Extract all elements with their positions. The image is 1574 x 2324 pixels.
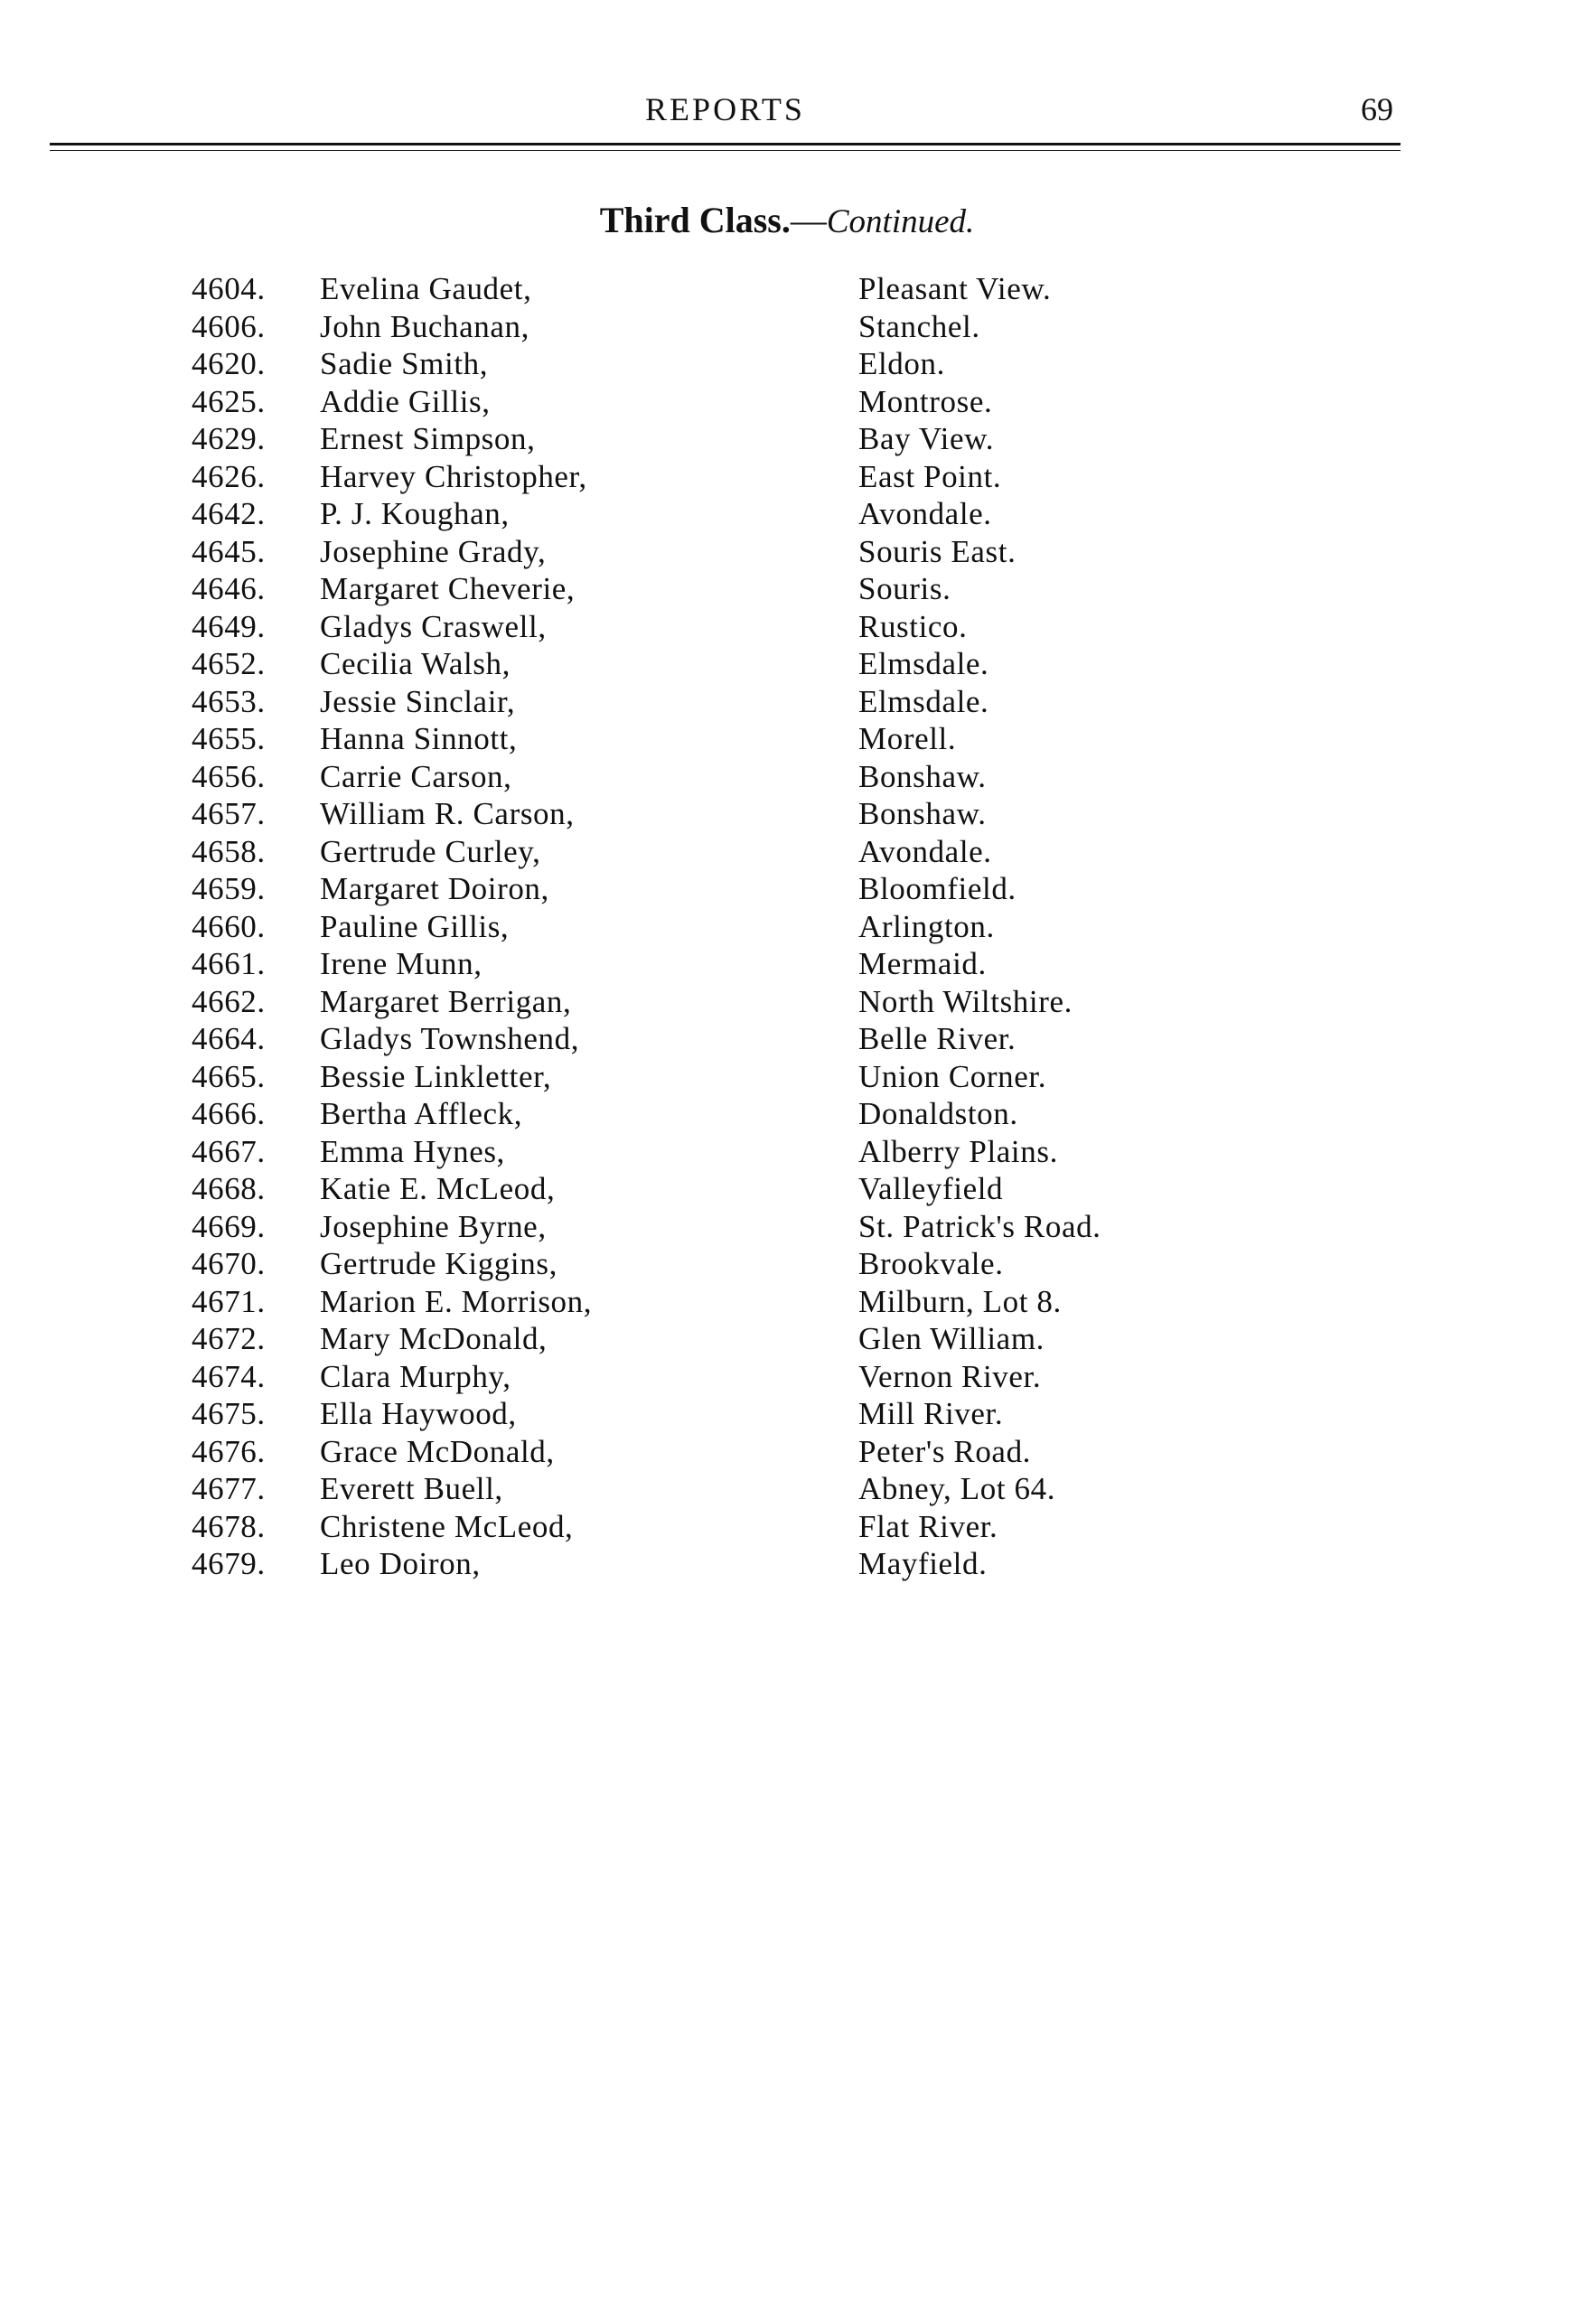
list-item — [0, 1283, 1574, 1321]
list-item — [0, 720, 1574, 758]
entry-place: Souris. — [858, 571, 951, 606]
section-title: Third Class. — [599, 200, 791, 240]
entry-name: Leo Doiron, — [320, 1546, 481, 1581]
entry-name: Gertrude Curley, — [320, 833, 541, 869]
running-title: REPORTS — [645, 91, 805, 127]
entry-name: Grace McDonald, — [320, 1433, 555, 1469]
entry-name: Emma Hynes, — [320, 1133, 505, 1169]
entry-number: 4675. — [192, 1396, 266, 1431]
list-item — [0, 683, 1574, 721]
entry-list — [0, 270, 1574, 1583]
list-item — [0, 1170, 1574, 1208]
entry-name: Christene McLeod, — [320, 1508, 574, 1544]
entry-number: 4604. — [192, 271, 266, 306]
entry-name: Carrie Carson, — [320, 758, 512, 794]
entry-number: 4645. — [192, 533, 266, 569]
header-rule-thick — [50, 143, 1401, 145]
entry-number: 4662. — [192, 983, 266, 1019]
entry-number: 4606. — [192, 308, 266, 344]
entry-number: 4646. — [192, 571, 266, 606]
list-item — [0, 645, 1574, 683]
entry-place: Souris East. — [858, 533, 1017, 569]
entry-name: Sadie Smith, — [320, 346, 489, 381]
entry-place: Alberry Plains. — [858, 1133, 1058, 1169]
list-item — [0, 1095, 1574, 1133]
entry-place: Valleyfield — [858, 1171, 1004, 1206]
entry-number: 4667. — [192, 1133, 266, 1169]
entry-number: 4649. — [192, 608, 266, 644]
entry-place: Arlington. — [858, 908, 995, 944]
entry-number: 4664. — [192, 1021, 266, 1056]
entry-number: 4642. — [192, 496, 266, 531]
entry-number: 4629. — [192, 421, 266, 456]
entry-name: Everett Buell, — [320, 1471, 503, 1506]
entry-place: Elmsdale. — [858, 683, 989, 719]
entry-place: Stanchel. — [858, 308, 980, 344]
entry-place: Rustico. — [858, 608, 968, 644]
list-item — [0, 1395, 1574, 1433]
list-item — [0, 1358, 1574, 1396]
list-item — [0, 1133, 1574, 1171]
entry-name: Margaret Cheverie, — [320, 571, 576, 606]
entry-place: Abney, Lot 64. — [858, 1471, 1056, 1506]
entry-place: Flat River. — [858, 1508, 998, 1544]
entry-place: Mermaid. — [858, 946, 987, 981]
list-item — [0, 420, 1574, 458]
list-item — [0, 1470, 1574, 1508]
entry-name: P. J. Koughan, — [320, 496, 510, 531]
entry-place: Glen William. — [858, 1321, 1045, 1356]
entry-name: Harvey Christopher, — [320, 458, 587, 494]
entry-number: 4674. — [192, 1358, 266, 1394]
entry-number: 4652. — [192, 646, 266, 681]
entry-name: Bessie Linkletter, — [320, 1058, 552, 1094]
list-item — [0, 1433, 1574, 1471]
entry-number: 4658. — [192, 833, 266, 869]
entry-number: 4657. — [192, 796, 266, 831]
entry-number: 4660. — [192, 908, 266, 944]
entry-number: 4661. — [192, 946, 266, 981]
entry-name: Hanna Sinnott, — [320, 721, 518, 756]
entry-number: 4656. — [192, 758, 266, 794]
entry-number: 4626. — [192, 458, 266, 494]
entry-place: Bay View. — [858, 421, 995, 456]
entry-name: Gladys Craswell, — [320, 608, 547, 644]
list-item — [0, 983, 1574, 1021]
entry-place: East Point. — [858, 458, 1002, 494]
entry-name: Gladys Townshend, — [320, 1021, 580, 1056]
entry-place: Mill River. — [858, 1396, 1004, 1431]
entry-name: Josephine Grady, — [320, 533, 547, 569]
entry-name: John Buchanan, — [320, 308, 529, 344]
entry-place: Avondale. — [858, 833, 992, 869]
entry-place: St. Patrick's Road. — [858, 1208, 1101, 1244]
entry-place: Elmsdale. — [858, 646, 989, 681]
entry-place: Peter's Road. — [858, 1433, 1032, 1469]
entry-place: Bonshaw. — [858, 796, 987, 831]
entry-number: 4671. — [192, 1283, 266, 1319]
entry-number: 4659. — [192, 871, 266, 906]
entry-place: Bloomfield. — [858, 871, 1017, 906]
entry-place: North Wiltshire. — [858, 983, 1073, 1019]
entry-number: 4676. — [192, 1433, 266, 1469]
entry-number: 4677. — [192, 1471, 266, 1506]
entry-number: 4669. — [192, 1208, 266, 1244]
entry-name: Ella Haywood, — [320, 1396, 517, 1431]
entry-number: 4670. — [192, 1246, 266, 1281]
entry-place: Belle River. — [858, 1021, 1017, 1056]
entry-place: Morell. — [858, 721, 957, 756]
list-item — [0, 495, 1574, 533]
list-item — [0, 1508, 1574, 1546]
list-item — [0, 270, 1574, 308]
entry-number: 4672. — [192, 1321, 266, 1356]
entry-name: Evelina Gaudet, — [320, 271, 532, 306]
entry-place: Avondale. — [858, 496, 992, 531]
entry-name: Cecilia Walsh, — [320, 646, 511, 681]
entry-name: Margaret Doiron, — [320, 871, 549, 906]
list-item — [0, 458, 1574, 496]
entry-name: Katie E. McLeod, — [320, 1171, 556, 1206]
entry-place: Donaldston. — [858, 1096, 1018, 1131]
entry-number: 4678. — [192, 1508, 266, 1544]
list-item — [0, 1058, 1574, 1096]
entry-name: Josephine Byrne, — [320, 1208, 547, 1244]
entry-name: Bertha Affleck, — [320, 1096, 523, 1131]
entry-number: 4655. — [192, 721, 266, 756]
entry-name: Pauline Gillis, — [320, 908, 510, 944]
entry-place: Eldon. — [858, 346, 945, 381]
entry-place: Montrose. — [858, 383, 993, 419]
entry-name: Gertrude Kiggins, — [320, 1246, 557, 1281]
entry-name: Jessie Sinclair, — [320, 683, 516, 719]
list-item — [0, 795, 1574, 833]
list-item — [0, 533, 1574, 571]
entry-place: Mayfield. — [858, 1546, 988, 1581]
entry-place: Brookvale. — [858, 1246, 1004, 1281]
header-rule-thin — [50, 150, 1401, 151]
section-title-dash: — — [790, 200, 827, 240]
section-heading — [0, 199, 1574, 241]
entry-name: Ernest Simpson, — [320, 421, 536, 456]
list-item — [0, 383, 1574, 421]
entry-number: 4653. — [192, 683, 266, 719]
entry-place: Bonshaw. — [858, 758, 987, 794]
entry-name: Clara Murphy, — [320, 1358, 511, 1394]
list-item — [0, 1020, 1574, 1058]
list-item — [0, 1245, 1574, 1283]
list-item — [0, 608, 1574, 646]
list-item — [0, 345, 1574, 383]
entry-number: 4668. — [192, 1171, 266, 1206]
running-header — [50, 90, 1401, 136]
entry-number: 4625. — [192, 383, 266, 419]
entry-number: 4679. — [192, 1546, 266, 1581]
entry-number: 4620. — [192, 346, 266, 381]
entry-place: Milburn, Lot 8. — [858, 1283, 1062, 1319]
entry-number: 4666. — [192, 1096, 266, 1131]
entry-number: 4665. — [192, 1058, 266, 1094]
page-number: 69 — [1361, 91, 1393, 127]
list-item — [0, 758, 1574, 796]
entry-name: Addie Gillis, — [320, 383, 491, 419]
list-item — [0, 945, 1574, 983]
entry-name: Marion E. Morrison, — [320, 1283, 593, 1319]
list-item — [0, 908, 1574, 946]
entry-name: Mary McDonald, — [320, 1321, 548, 1356]
list-item — [0, 308, 1574, 346]
entry-place: Union Corner. — [858, 1058, 1047, 1094]
list-item — [0, 833, 1574, 871]
list-item — [0, 1545, 1574, 1583]
entry-name: William R. Carson, — [320, 796, 575, 831]
list-item — [0, 1208, 1574, 1246]
entry-name: Margaret Berrigan, — [320, 983, 572, 1019]
entry-place: Vernon River. — [858, 1358, 1042, 1394]
list-item — [0, 1320, 1574, 1358]
entry-name: Irene Munn, — [320, 946, 483, 981]
list-item — [0, 870, 1574, 908]
section-title-continued: Continued. — [826, 203, 975, 240]
list-item — [0, 570, 1574, 608]
entry-place: Pleasant View. — [858, 271, 1052, 306]
